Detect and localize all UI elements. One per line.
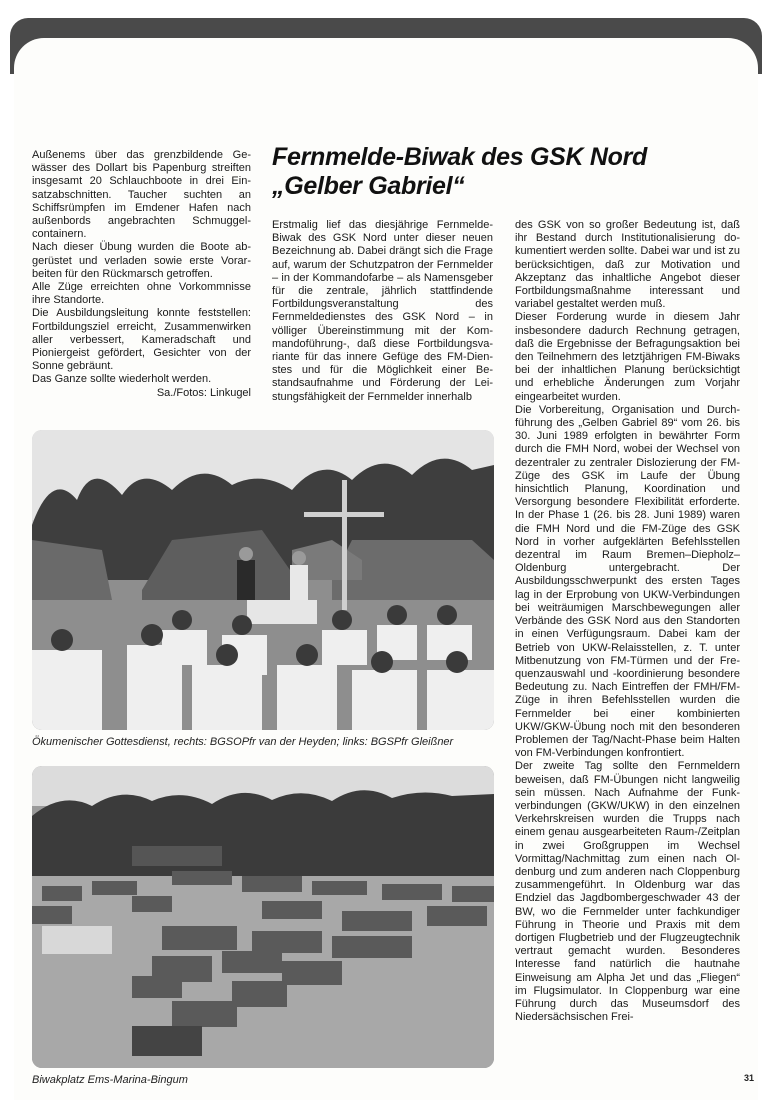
left-paragraph-3: Alle Züge erreichten ohne Vorkommnisse ihre Standorte. [32,281,251,307]
photo-credit: Sa./Fotos: Linkugel [156,386,251,399]
middle-text-column [272,219,493,404]
left-paragraph-5: Das Ganze sollte wiederholt werden. [32,373,212,386]
photo-campsite-caption: Biwakplatz Ems-Marina-Bingum [32,1074,188,1086]
photo-field-service-caption: Ökumenischer Gottesdienst, rechts: BGSOPfr van der Heyden; links: BGSPfr Gleißner [32,736,454,748]
left-text-column [32,149,251,400]
photo-campsite-image [32,766,494,1068]
page-number: 31 [744,1073,755,1083]
right-paragraph-3: Die Vorbereitung, Organisation und Durchführung des „Gelben Gabriel 89“ vom 26. bis 30. Juni 1989 erfolgten in bewährter Form durch die FMH Nord, wobei der Wechsel von dezentraler zu zentraler Dislozierung der FM-Züge des GSK im Laufe der Übung hinsichtlich Planung, Koordination und Versorgung besondere Flexibilität erforderte. In der Phase 1 (26. bis 28. Juni 1989) waren die FMH Nord und die FM-Züge des GSK Nord in vorher aufgeklärten Befehlsstellen dezentral im Raum Bremen–Diepholz–Oldenburg untergebracht. Der Ausbildungsschwerpunkt des ersten Tages lag in der Erprobung von UKW-Verbindungen bei weiträumigen Marschbewegungen aller Verbände des GSK Nord aus den Standorten in einen Verfügungsraum. Dabei kam der Betrieb von UKW-Relaisstellen, z. T. unter Mitbenutzung von FM-Türmen und der Frequenzauswahl und -koordinierung besondere Bedeutung zu. Nach Eintreffen der FMH/FM-Züge in ihren Befehlsstellen wurden die Fernmelder bei einer kombinierten UKW/GKW-Übung noch mit den besonderen Problemen der Tag/Nacht-Phase beim Halten von FM-Verbindungen konfrontiert. [515,403,740,760]
middle-paragraph-1: Erstmalig lief das diesjährige Fernmelde-Biwak des GSK Nord unter dieser neuen Bezeichnung ab. Dabei drängt sich die Frage auf, warum der Schutzpatron der Fernmelder – in der Kommandofarbe – als Namensgeber für die zentrale, jährlich stattfindende Fortbildungsveranstaltung des Fernmeldedienstes des GSK Nord – in völliger Übereinstimmung mit der Kommandoführung-, daß diese Fortbildungsvariante für das innere Gefüge des FM-Dienstes und für die Möglichkeit einer Bestandsaufnahme und Förderung der Leistungsfähigkeit der Fernmelder innerhalb [272,219,493,403]
article-title [272,143,742,201]
photo-field-service-image [32,430,494,730]
right-text-column [515,219,740,1024]
article-title-line-2: „Gelber Gabriel“ [272,172,465,200]
right-paragraph-4: Der zweite Tag sollte den Fernmeldern beweisen, daß FM-Übungen nicht langweilig sein müssen. Nach Aufnahme der Funkverbindungen (GKW/UKW) in den einzelnen Verkehrskreisen wurden die Trupps nach einem genau ausgearbeiteten Raum-/Zeitplan in zwei Großgruppen im Wechsel Vormittag/Nachmittag zum einen nach Oldenburg und zum anderen nach Cloppenburg zusammengeführt. In Oldenburg war das Endziel das Jagdbombergeschwader 43 der BW, wo die Fernmelder unter fachkundiger Führung in Theorie und Praxis mit dem dortigen Flugbetrieb und der Flugzeugtechnik vertraut gemacht wurden. Besonderes Interesse fand natürlich die hautnahe Einweisung am Alpha Jet und das „Fliegen“ im Flugsimulator. In Cloppenburg war eine Führung durch das Museumsdorf des Niedersächsischen Frei- [515,760,740,1024]
photo-field-service [32,430,494,730]
left-paragraph-2: Nach dieser Übung wurden die Boote abgerüstet und verladen sowie erste Vorarbeiten für den Rückmarsch getroffen. [32,241,251,280]
left-paragraph-1: Außenems über das grenzbildende Gewässer des Dollart bis Papenburg streiften insgesamt 20 Schlauchboote in drei Einsatzabschnitten. Taucher suchten an Schiffsrümpfen im Emdener Hafen nach außenbords angebrachten Schmuggelcontainern. [32,149,251,241]
right-paragraph-2: Dieser Forderung wurde in diesem Jahr insbesondere dadurch Rechnung getragen, daß die Ergebnisse der Befragungsaktion bei den Teilnehmern des letztjährigen FM-Biwaks bei der inhaltlichen Planung berücksichtigt und erhebliche Änderungen zum Vorjahr eingearbeitet wurden. [515,311,740,403]
left-paragraph-4: Die Ausbildungsleitung konnte feststellen: Fortbildungsziel erreicht, Zusammenwirken aller verbessert, Kameradschaft und Pioniergeist gefördert, Gesichter von der Sonne gebräunt. [32,307,251,373]
right-paragraph-1: des GSK von so großer Bedeutung ist, daß ihr Bestand durch Institutionalisierung dokumentiert werden sollte. Dabei war und ist zu berücksichtigen, daß zur Motivation und Akzeptanz das inhaltliche Angebot dieser Fortbildungsmaßnahme interessant und variabel gestaltet werden muß. [515,219,740,311]
article-title-line-1: Fernmelde-Biwak des GSK Nord [272,143,648,171]
photo-campsite [32,766,494,1068]
